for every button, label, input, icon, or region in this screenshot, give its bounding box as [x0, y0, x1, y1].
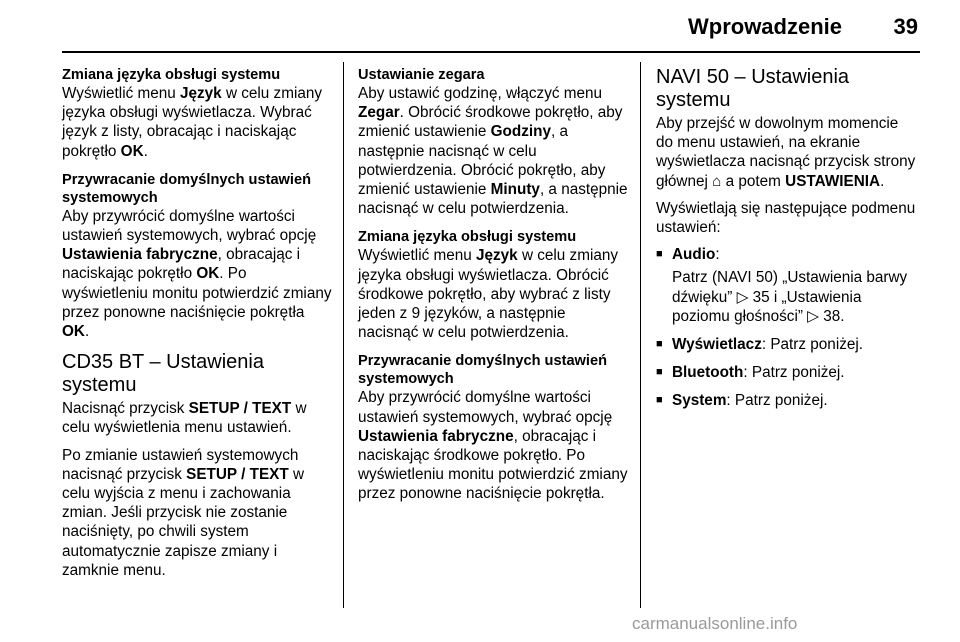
section-text: Wyświetlić menu Język w celu zmiany języka obsługi wyświetlacza. Wybrać język z listy, obracając i naciskając pokrętło OK. [62, 85, 323, 160]
column-1 [62, 66, 332, 590]
header-divider [62, 51, 920, 53]
section-heading: Przywracanie domyślnych ustawień systemowych [358, 353, 607, 388]
column-divider-1 [343, 62, 344, 608]
page-header [0, 0, 960, 48]
list-item: ■ Wyświetlacz: Patrz poniżej. [656, 335, 918, 354]
section-heading: Ustawianie zegara [358, 67, 485, 83]
section-cd35-settings [62, 351, 332, 580]
chapter-title: Wprowadzenie [687, 14, 842, 39]
watermark: carmanualsonline.info [632, 614, 798, 633]
section-heading: Przywracanie domyślnych ustawień systemowych [62, 171, 311, 206]
column-3 [656, 66, 918, 420]
section-language-change [62, 66, 332, 161]
home-icon: ⌂ [712, 172, 722, 190]
section-text: Aby przejść w dowolnym momencie do menu ustawień, na ekranie wyświetlacza nacisnąć przycisk strony głównej ⌂ a potem USTAWIENIA. [656, 115, 916, 190]
section-factory-reset [62, 171, 332, 341]
section-text: Nacisnąć przycisk SETUP / TEXT w celu wyświetlenia menu ustawień. [62, 400, 307, 437]
list-item: ■ System: Patrz poniżej. [656, 391, 918, 410]
section-factory-reset-2 [358, 352, 628, 503]
section-heading-large: CD35 BT – Ustawienia systemu [62, 351, 264, 397]
section-clock [358, 66, 628, 218]
section-text: Wyświetlić menu Język w celu zmiany języka obsługi wyświetlacza. Obrócić środkowe pokrętło, aby wybrać z listy jeden z 9 języków, a następnie nacisnąć w celu potwierdzenia. [358, 247, 619, 342]
column-divider-2 [640, 62, 641, 608]
list-item: ■ Bluetooth: Patrz poniżej. [656, 363, 918, 382]
section-heading-large: NAVI 50 – Ustawienia systemu [656, 66, 850, 111]
section-text: Aby przywrócić domyślne wartości ustawień systemowych, wybrać opcję Ustawienia fabryczne, obracając i naciskając środkowe pokrętło. Po wyświetleniu monitu potwierdzić zmiany przez ponowne naciśnięcie pokrętła. [358, 389, 628, 503]
section-text: Aby ustawić godzinę, włączyć menu Zegar. Obrócić środkowe pokrętło, aby zmienić ustawienie Godziny, a następnie nacisnąć w celu potwierdzenia. Obrócić pokrętło, aby zmienić ustawienie Minuty, a następnie nacisnąć w celu potwierdzenia. [358, 85, 628, 218]
section-text: Aby przywrócić domyślne wartości ustawień systemowych, wybrać opcję Ustawienia fabryczne, obracając i naciskając pokrętło OK. Po wyświetleniu monitu potwierdzić zmiany przez ponowne naciśnięcie pokrętła OK. [62, 207, 332, 341]
page-number: 39 [893, 14, 918, 39]
list-item: ■ Audio: Patrz (NAVI 50) „Ustawienia barwy dźwięku” ▷ 35 i „Ustawienia poziomu głośności” ▷ 38. [656, 245, 918, 326]
column-2 [358, 66, 628, 514]
section-heading: Zmiana języka obsługi systemu [358, 229, 577, 246]
section-heading: Zmiana języka obsługi systemu [62, 67, 281, 83]
section-text: Po zmianie ustawień systemowych nacisnąć przycisk SETUP / TEXT w celu wyjścia z menu i zachowania zmian. Jeśli przycisk nie zostanie naciśnięty, po chwili system automatycznie zapisze zmiany i zamknie menu. [62, 446, 305, 579]
section-language-change-2 [358, 228, 628, 342]
submenu-list [656, 245, 918, 410]
section-text: Wyświetlają się następujące podmenu ustawień: [656, 199, 916, 237]
